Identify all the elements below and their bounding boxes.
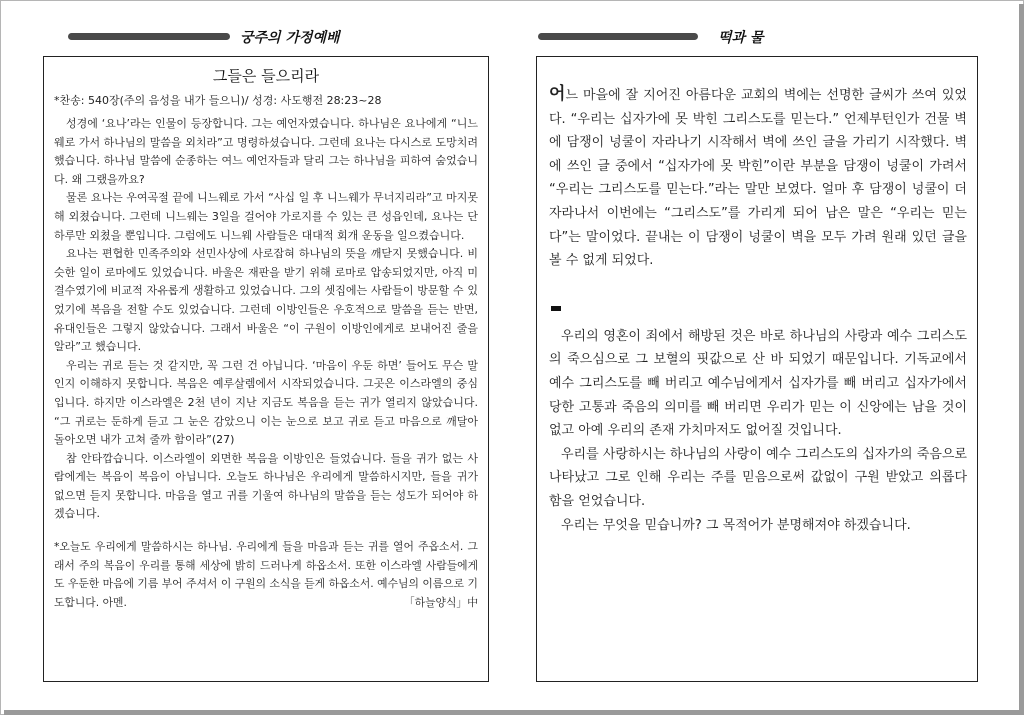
devotional-box xyxy=(43,56,489,682)
source-credit: 「하늘양식」中 xyxy=(403,595,478,609)
drop-cap: 어 xyxy=(549,84,566,104)
closing-prayer xyxy=(54,538,478,612)
devotional-paragraph: 우리는 귀로 듣는 것 같지만, 꼭 그런 건 아닙니다. ‘마음이 우둔 하면’ 들어도 무슨 말인지 이해하지 못합니다. 복음은 예루살렘에서 시작되었습니다. 그곳은 이스라엘의 중심입니다. 하지만 이스라엘은 2천 년이 지난 지금도 복음을 듣는 귀가 열리지 않았습니다. “그 귀로는 둔하게 듣고 그 눈은 감았으니 이는 눈으로 보고 귀로 듣고 마음으로 깨달아 돌아오면 내가 고쳐 줄까 함이라”(27) xyxy=(54,358,478,447)
section-divider-mark xyxy=(551,306,561,311)
story-intro-paragraph xyxy=(549,83,967,273)
devotional-title: 그들은 들으리라 xyxy=(212,67,320,85)
prayer-text: *오늘도 우리에게 말씀하시는 하나님. 우리에게 들을 마음과 듣는 귀를 열어 주옵소서. 그래서 주의 복음이 우리를 통해 세상에 밝히 드러나게 하옵소서. 또한 이스라엘 사람들에게도 우둔한 마음에 기름 부어 주셔서 이 구원의 소식을 듣게 하옵소서. 예수님의 이름으로 기도합니다. 아멘. xyxy=(54,540,478,609)
hymn-scripture-line: *찬송: 540장(주의 음성을 내가 들으니)/ 성경: 사도행전 28:23~28 xyxy=(54,94,382,107)
devotional-paragraph: 참 안타깝습니다. 이스라엘이 외면한 복음을 이방인은 들었습니다. 들을 귀가 없는 사람에게는 복음이 복음이 아닙니다. 오늘도 하나님은 우리에게 말씀하시지만, 들을 귀가 없으면 듣지 못합니다. 마음을 열고 귀를 기울여 하나님의 말씀을 듣는 성도가 되어야 하겠습니다. xyxy=(54,451,478,521)
devotional-paragraph: 요나는 편협한 민족주의와 선민사상에 사로잡혀 하나님의 뜻을 깨닫지 못했습니다. 비슷한 일이 로마에도 있었습니다. 바울은 재판을 받기 위해 로마로 압송되었지만, 아직 미결수였기에 비교적 자유롭게 생활하고 있었습니다. 그의 셋집에는 사람들이 방문할 수 있었기에 복음을 전할 수도 있었습니다. 그런데 이방인들은 우호적으로 말씀을 듣는 반면, 유대인들은 그렇지 않았습니다. 그래서 바울은 “이 구원이 이방인에게로 보내어진 줄을 알라”고 했습니다. xyxy=(54,247,478,354)
story-box xyxy=(536,56,978,682)
page-shadow-bottom xyxy=(4,710,1024,715)
devotional-paragraph: 성경에 ‘요나’라는 인물이 등장합니다. 그는 예언자였습니다. 하나님은 요나에게 “니느웨로 가서 하나님의 말씀을 외치라”고 명령하셨습니다. 그런데 요나는 다시스로 도망치려 했습니다. 하나님 말씀에 순종하는 여느 예언자들과 달리 그는 하나님을 피하여 숨었습니다. 왜 그랬을까요? xyxy=(54,117,478,186)
left-header-bar xyxy=(68,33,230,40)
story-paragraph: 우리의 영혼이 죄에서 해방된 것은 바로 하나님의 사랑과 예수 그리스도의 죽으심으로 그 보혈의 핏값으로 산 바 되었기 때문입니다. 기독교에서 예수 그리스도를 빼 버리고 예수님에게서 십자가를 빼 버리고 십자가에서 당한 고통과 죽음의 의미를 빼 버리면 우리가 믿는 이 신앙에는 남을 것이 없고 아예 우리의 존재 가치마저도 없어질 것입니다. xyxy=(549,328,967,439)
devotional-paragraph: 물론 요나는 우여곡절 끝에 니느웨로 가서 “사십 일 후 니느웨가 무너지리라”고 마지못해 외쳤습니다. 그런데 니느웨는 3일을 걸어야 가로지를 수 있는 큰 성읍인데, 요나는 단 하루만 외쳤을 뿐입니다. 그럼에도 니느웨 사람들은 대대적 회개 운동을 일으켰습니다. xyxy=(54,191,478,242)
story-paragraph: 우리는 무엇을 믿습니까? 그 목적어가 분명해져야 하겠습니다. xyxy=(561,517,911,533)
left-header-title: 궁주의 가정예배 xyxy=(240,30,340,46)
page-shadow-right xyxy=(1019,4,1024,715)
right-header-bar xyxy=(538,33,698,40)
story-paragraph: 우리를 사랑하시는 하나님의 사랑이 예수 그리스도의 십자가의 죽음으로 나타났고 그로 인해 우리는 주를 믿음으로써 값없이 구원 받았고 의롭다 함을 얻었습니다. xyxy=(549,446,967,509)
story-intro-text: 느 마을에 잘 지어진 아름다운 교회의 벽에는 선명한 글씨가 쓰여 있었다. “우리는 십자가에 못 박힌 그리스도를 믿는다.” 언제부턴인가 건물 벽에 담쟁이 넝쿨이 자라나기 시작해서 벽에 쓰인 글을 가리기 시작했다. 벽에 쓰인 글 중에서 “십자가에 못 박힌”이란 부분을 담쟁이 넝쿨이 가려서 “우리는 그리스도를 믿는다.”라는 말만 보였다. 얼마 후 담쟁이 넝쿨이 더 자라나서 이번에는 “그리스도”를 가리게 되어 남은 말은 “우리는 믿는다”는 말이었다. 끝내는 이 담쟁이 넝쿨이 벽을 모두 가려 원래 있던 글을 볼 수 없게 되었다. xyxy=(549,88,967,269)
right-header-title: 떡과 물 xyxy=(718,30,764,46)
